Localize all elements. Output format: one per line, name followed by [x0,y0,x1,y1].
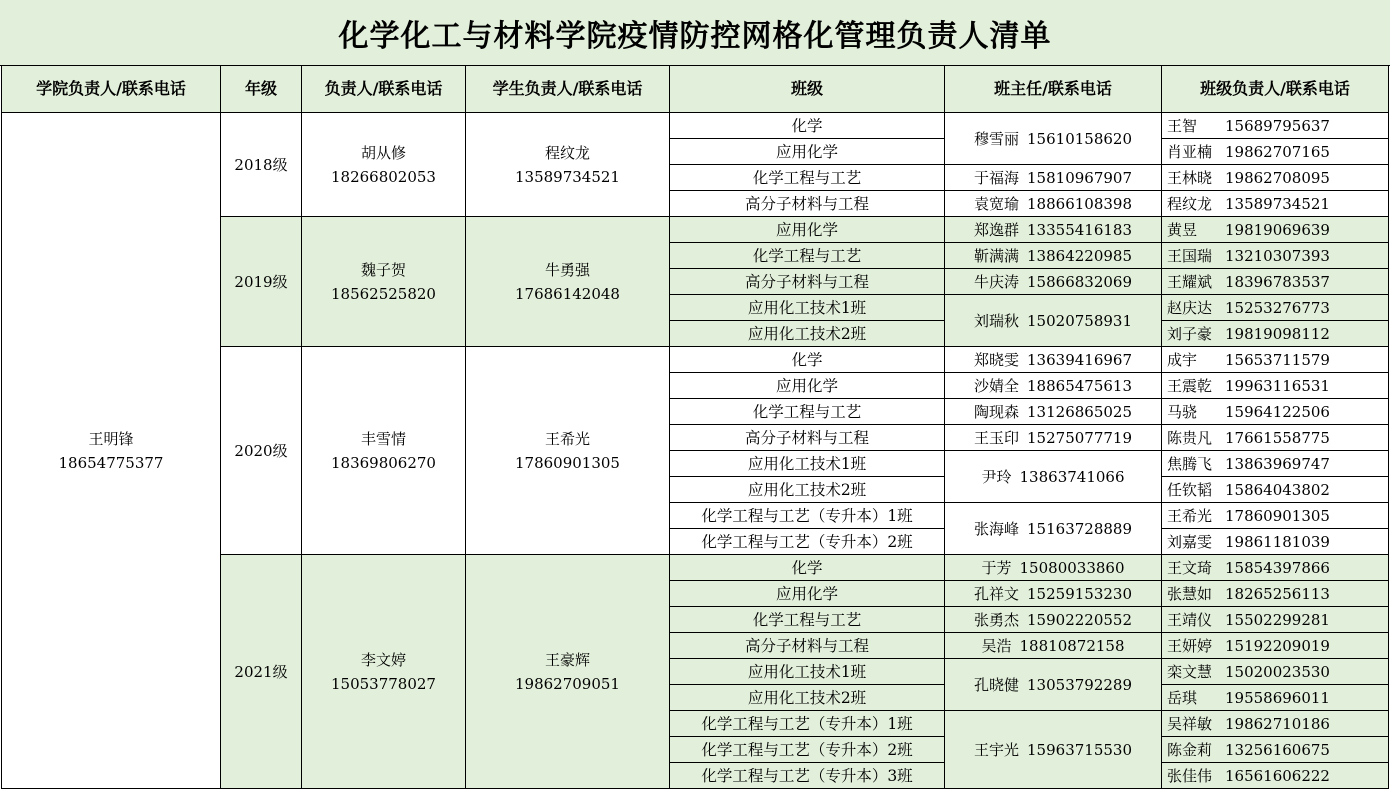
class-cell: 应用化学 [670,581,945,607]
class-cell: 化学工程与工艺 [670,165,945,191]
class-cell: 应用化学 [670,373,945,399]
class-leader-cell [1162,763,1389,789]
class-leader-name: 张佳伟 [1167,766,1213,785]
class-leader-phone: 15653711579 [1225,350,1330,369]
class-cell: 应用化工技术1班 [670,451,945,477]
student-leader-phone: 17860901305 [515,453,620,472]
class-leader-name: 马骁 [1167,402,1198,421]
class-leader-cell [1162,399,1389,425]
class-leader-cell [1162,269,1389,295]
class-leader-phone: 15864043802 [1225,480,1330,499]
grade-leader-name: 胡从修 [360,143,406,162]
class-leader-cell [1162,373,1389,399]
class-cell: 应用化学 [670,217,945,243]
class-leader-phone: 17860901305 [1225,506,1330,525]
class-leader-cell [1162,581,1389,607]
header-cell: 班级负责人/联系电话 [1162,66,1389,113]
class-leader-cell [1162,711,1389,737]
class-leader-name: 程纹龙 [1167,194,1213,213]
class-leader-name: 刘嘉雯 [1167,532,1213,551]
class-cell: 化学 [670,555,945,581]
class-leader-name: 王耀斌 [1167,272,1213,291]
class-leader-cell [1162,347,1389,373]
class-leader-phone: 15253276773 [1225,298,1330,317]
head-teacher-phone: 15163728889 [1027,519,1132,538]
class-cell: 化学工程与工艺（专升本）1班 [670,711,945,737]
class-leader-name: 王妍婷 [1167,636,1213,655]
head-teacher-name: 于芳 [981,558,1012,577]
class-leader-cell [1162,555,1389,581]
grade-leader-phone: 15053778027 [331,674,436,693]
class-cell: 应用化工技术1班 [670,659,945,685]
header-cell: 年级 [221,66,302,113]
head-teacher-name: 牛庆涛 [974,272,1020,291]
grade-cell: 2019级 [221,217,302,347]
student-leader-phone: 17686142048 [515,284,620,303]
class-cell: 化学工程与工艺 [670,399,945,425]
head-teacher-phone: 15080033860 [1019,558,1125,577]
class-leader-phone: 13256160675 [1225,740,1330,759]
head-teacher-cell [945,373,1162,399]
head-teacher-name: 靳满满 [974,246,1020,265]
head-teacher-cell [945,607,1162,633]
grade-cell: 2020级 [221,347,302,555]
class-leader-name: 黄昱 [1167,220,1198,239]
class-leader-name: 王智 [1167,116,1198,135]
head-teacher-name: 孔晓健 [974,675,1020,694]
head-teacher-cell [945,399,1162,425]
grade-leader-name: 丰雪情 [360,429,406,448]
student-leader-name: 王希光 [544,429,590,448]
head-teacher-name: 郑晓雯 [974,350,1020,369]
head-teacher-phone: 15020758931 [1027,311,1132,330]
class-leader-phone: 15964122506 [1225,402,1330,421]
head-teacher-phone: 15275077719 [1027,428,1132,447]
head-teacher-cell [945,659,1162,711]
class-leader-name: 王林晓 [1167,168,1213,187]
head-teacher-phone: 13863741066 [1019,467,1125,486]
class-leader-phone: 19862710186 [1225,714,1330,733]
grade-leader-phone: 18266802053 [331,167,436,186]
head-teacher-phone: 15259153230 [1027,584,1132,603]
class-leader-cell [1162,191,1389,217]
class-leader-phone: 15020023530 [1225,662,1330,681]
head-teacher-phone: 15866832069 [1027,272,1132,291]
head-teacher-phone: 15610158620 [1027,129,1132,148]
head-teacher-name: 陶现森 [974,402,1020,421]
head-teacher-cell [945,711,1162,789]
class-leader-cell [1162,685,1389,711]
class-cell: 高分子材料与工程 [670,633,945,659]
class-cell: 应用化学 [670,139,945,165]
class-leader-phone: 19862708095 [1225,168,1330,187]
page-title: 化学化工与材料学院疫情防控网格化管理负责人清单 [0,0,1390,66]
head-teacher-cell [945,243,1162,269]
class-leader-cell [1162,295,1389,321]
head-teacher-phone: 13053792289 [1027,675,1132,694]
class-leader-name: 任钦韬 [1167,480,1213,499]
head-teacher-name: 王玉印 [974,428,1020,447]
head-teacher-cell [945,269,1162,295]
head-teacher-phone: 13355416183 [1027,220,1132,239]
class-leader-name: 肖亚楠 [1167,142,1213,161]
grade-cell: 2021级 [221,555,302,789]
class-leader-phone: 19819098112 [1225,324,1330,343]
head-teacher-name: 郑逸群 [974,220,1020,239]
class-leader-name: 张慧如 [1167,584,1213,603]
head-teacher-cell [945,191,1162,217]
class-cell: 应用化工技术2班 [670,477,945,503]
student-leader-name: 王豪辉 [544,650,590,669]
class-cell: 应用化工技术2班 [670,685,945,711]
class-leader-name: 王震乾 [1167,376,1213,395]
class-cell: 高分子材料与工程 [670,191,945,217]
class-leader-name: 栾文慧 [1167,662,1213,681]
class-leader-phone: 15192209019 [1225,636,1330,655]
class-cell: 高分子材料与工程 [670,425,945,451]
head-teacher-name: 张海峰 [974,519,1020,538]
class-leader-cell [1162,659,1389,685]
grade-cell: 2018级 [221,113,302,217]
class-leader-name: 陈金莉 [1167,740,1213,759]
class-leader-cell [1162,503,1389,529]
grade-leader-name: 魏子贺 [360,260,406,279]
class-leader-name: 吴祥敏 [1167,714,1213,733]
class-cell: 应用化工技术1班 [670,295,945,321]
class-leader-cell [1162,139,1389,165]
class-leader-phone: 19861181039 [1225,532,1330,551]
head-teacher-name: 吴浩 [981,636,1012,655]
class-leader-phone: 19963116531 [1225,376,1330,395]
head-teacher-cell [945,295,1162,347]
head-teacher-name: 袁宽瑜 [974,194,1020,213]
head-teacher-name: 沙婧全 [974,376,1020,395]
class-leader-phone: 15854397866 [1225,558,1330,577]
head-teacher-name: 王宇光 [974,740,1020,759]
class-cell: 应用化工技术2班 [670,321,945,347]
student-leader-cell [466,555,670,789]
head-teacher-cell [945,113,1162,165]
student-leader-cell [466,113,670,217]
head-teacher-name: 穆雪丽 [974,129,1020,148]
grade-leader-cell [302,113,466,217]
head-teacher-cell [945,503,1162,555]
header-cell: 负责人/联系电话 [302,66,466,113]
class-leader-phone: 13210307393 [1225,246,1330,265]
class-leader-phone: 19558696011 [1225,688,1330,707]
grade-leader-cell [302,217,466,347]
college-leader-cell [2,113,221,789]
class-leader-phone: 19819069639 [1225,220,1330,239]
head-teacher-phone: 15810967907 [1027,168,1132,187]
header-cell: 学院负责人/联系电话 [2,66,221,113]
head-teacher-phone: 15902220552 [1027,610,1132,629]
head-teacher-phone: 13639416967 [1027,350,1132,369]
head-teacher-cell [945,555,1162,581]
class-leader-name: 岳琪 [1167,688,1198,707]
class-cell: 化学工程与工艺 [670,243,945,269]
class-leader-phone: 18396783537 [1225,272,1330,291]
college-leader-phone: 18654775377 [58,453,164,472]
class-leader-cell [1162,737,1389,763]
head-teacher-name: 张勇杰 [974,610,1020,629]
class-leader-cell [1162,529,1389,555]
student-leader-phone: 19862709051 [515,674,620,693]
class-leader-phone: 13589734521 [1225,194,1330,213]
class-cell: 化学工程与工艺（专升本）1班 [670,503,945,529]
class-leader-cell [1162,607,1389,633]
head-teacher-cell [945,451,1162,503]
head-teacher-name: 刘瑞秋 [974,311,1020,330]
class-cell: 化学工程与工艺（专升本）3班 [670,763,945,789]
class-leader-phone: 16561606222 [1225,766,1330,785]
grade-leader-phone: 18562525820 [331,284,436,303]
class-leader-name: 陈贵凡 [1167,428,1213,447]
head-teacher-phone: 15963715530 [1027,740,1132,759]
class-leader-name: 王希光 [1167,506,1213,525]
head-teacher-phone: 13126865025 [1027,402,1132,421]
class-leader-name: 王文琦 [1167,558,1213,577]
header-cell: 学生负责人/联系电话 [466,66,670,113]
class-cell: 化学工程与工艺（专升本）2班 [670,529,945,555]
header-cell: 班级 [670,66,945,113]
table-row [2,113,1389,139]
head-teacher-name: 于福海 [974,168,1020,187]
class-leader-name: 成宇 [1167,350,1198,369]
grade-leader-phone: 18369806270 [331,453,436,472]
class-cell: 化学工程与工艺 [670,607,945,633]
head-teacher-name: 尹玲 [981,467,1012,486]
head-teacher-cell [945,347,1162,373]
grade-leader-name: 李文婷 [360,650,406,669]
head-teacher-phone: 13864220985 [1027,246,1132,265]
class-leader-cell [1162,321,1389,347]
class-leader-name: 王靖仪 [1167,610,1213,629]
class-leader-phone: 13863969747 [1225,454,1330,473]
header-cell: 班主任/联系电话 [945,66,1162,113]
head-teacher-cell [945,217,1162,243]
student-leader-name: 牛勇强 [544,260,590,279]
head-teacher-cell [945,165,1162,191]
class-leader-cell [1162,425,1389,451]
class-cell: 化学 [670,113,945,139]
head-teacher-cell [945,633,1162,659]
class-leader-name: 焦腾飞 [1167,454,1213,473]
class-cell: 化学工程与工艺（专升本）2班 [670,737,945,763]
student-leader-cell [466,217,670,347]
class-leader-phone: 17661558775 [1225,428,1330,447]
class-leader-name: 赵庆达 [1167,298,1213,317]
class-leader-phone: 15689795637 [1225,116,1330,135]
head-teacher-phone: 18866108398 [1027,194,1132,213]
class-leader-name: 刘子豪 [1167,324,1213,343]
class-leader-cell [1162,451,1389,477]
class-leader-phone: 19862707165 [1225,142,1330,161]
head-teacher-name: 孔祥文 [974,584,1020,603]
head-teacher-cell [945,581,1162,607]
class-leader-name: 王国瑞 [1167,246,1213,265]
student-leader-cell [466,347,670,555]
roster-table [1,65,1389,789]
head-teacher-cell [945,425,1162,451]
class-leader-phone: 18265256113 [1225,584,1330,603]
student-leader-phone: 13589734521 [515,167,620,186]
class-leader-cell [1162,243,1389,269]
student-leader-name: 程纹龙 [544,143,590,162]
class-cell: 化学 [670,347,945,373]
grade-leader-cell [302,347,466,555]
head-teacher-phone: 18865475613 [1027,376,1132,395]
class-leader-cell [1162,477,1389,503]
class-leader-phone: 15502299281 [1225,610,1330,629]
class-leader-cell [1162,633,1389,659]
class-leader-cell [1162,113,1389,139]
header-row [2,66,1389,113]
class-cell: 高分子材料与工程 [670,269,945,295]
college-leader-name: 王明锋 [88,429,134,448]
head-teacher-phone: 18810872158 [1019,636,1125,655]
grade-leader-cell [302,555,466,789]
class-leader-cell [1162,217,1389,243]
class-leader-cell [1162,165,1389,191]
